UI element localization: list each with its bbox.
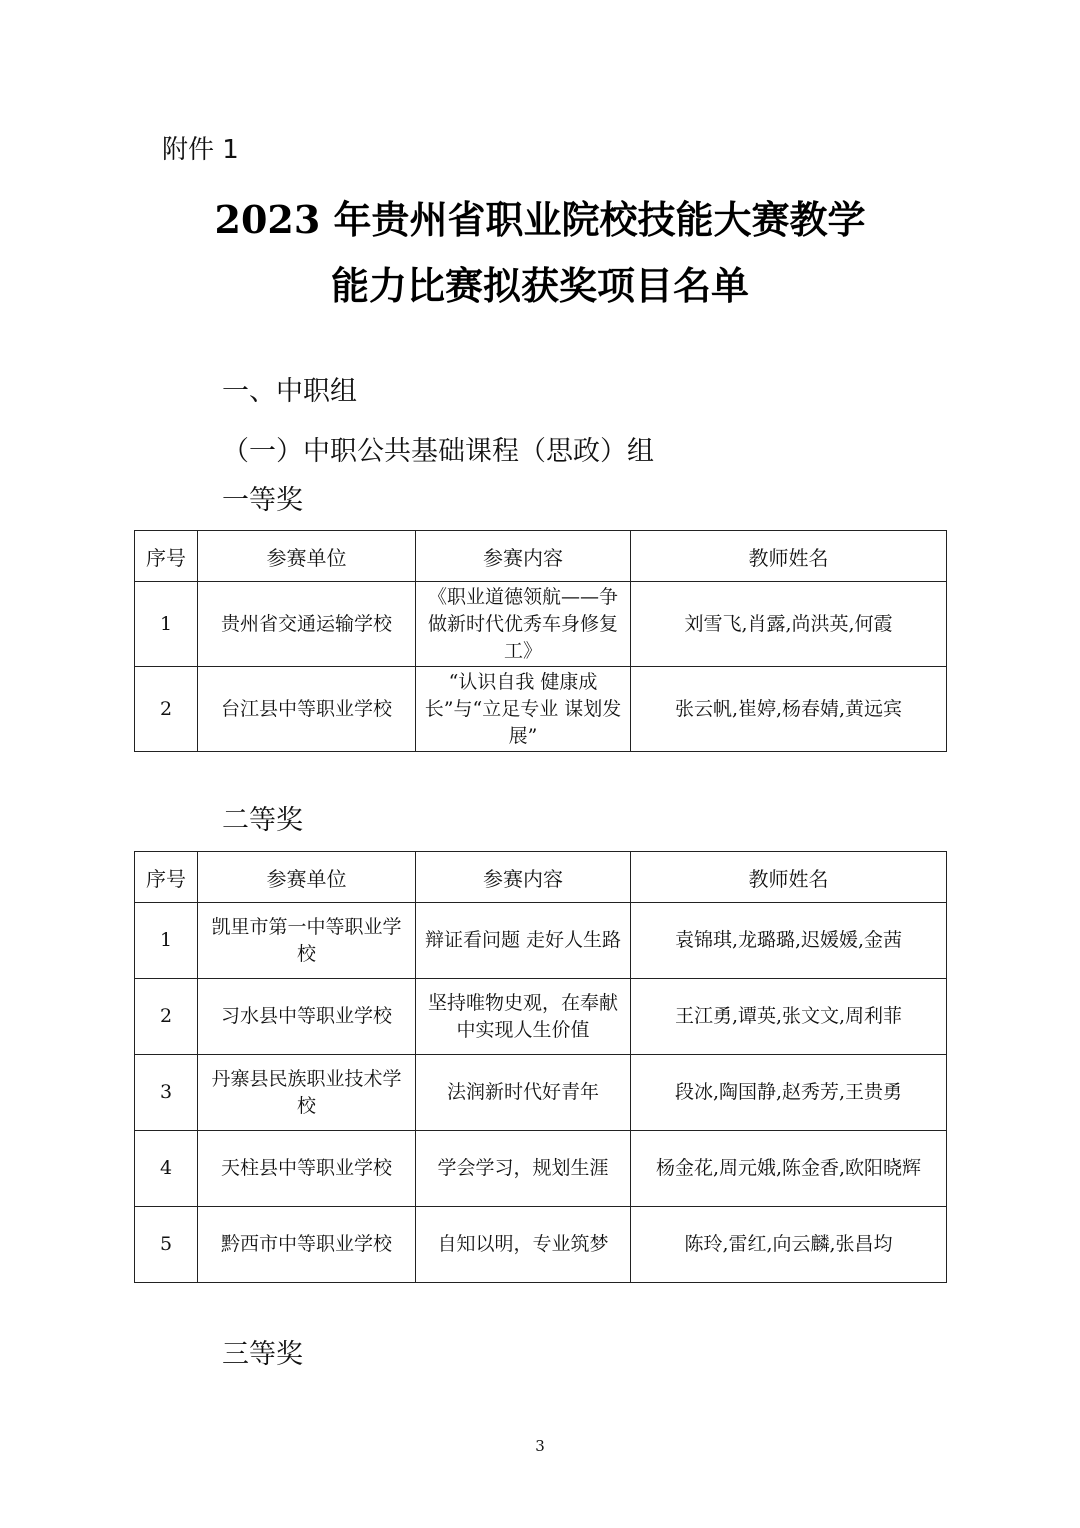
cell-unit: 黔西市中等职业学校 bbox=[198, 1207, 416, 1283]
cell-teachers: 袁锦琪,龙璐璐,迟媛媛,金茜 bbox=[631, 903, 947, 979]
cell-content: “认识自我 健康成长”与“立足专业 谋划发展” bbox=[416, 667, 631, 752]
cell-content: 辩证看问题 走好人生路 bbox=[416, 903, 631, 979]
header-teachers: 教师姓名 bbox=[631, 531, 947, 582]
table-header-row bbox=[135, 852, 947, 903]
table-row bbox=[135, 979, 947, 1055]
cell-content: 法润新时代好青年 bbox=[416, 1055, 631, 1131]
cell-teachers: 段冰,陶国静,赵秀芳,王贵勇 bbox=[631, 1055, 947, 1131]
table-row bbox=[135, 903, 947, 979]
cell-unit: 天柱县中等职业学校 bbox=[198, 1131, 416, 1207]
page-number: 3 bbox=[535, 1437, 545, 1455]
table-row bbox=[135, 667, 947, 752]
cell-teachers: 陈玲,雷红,向云麟,张昌均 bbox=[631, 1207, 947, 1283]
cell-content: 学会学习，规划生涯 bbox=[416, 1131, 631, 1207]
header-unit: 参赛单位 bbox=[198, 531, 416, 582]
first-prize-table bbox=[134, 530, 947, 752]
second-prize-table bbox=[134, 851, 947, 1283]
cell-content: 坚持唯物史观，在奉献中实现人生价值 bbox=[416, 979, 631, 1055]
cell-unit: 台江县中等职业学校 bbox=[198, 667, 416, 752]
cell-no: 2 bbox=[135, 979, 198, 1055]
header-no: 序号 bbox=[135, 852, 198, 903]
cell-no: 2 bbox=[135, 667, 198, 752]
third-prize-heading: 三等奖 bbox=[222, 1339, 303, 1370]
table-row bbox=[135, 582, 947, 667]
cell-content: 自知以明，专业筑梦 bbox=[416, 1207, 631, 1283]
table-row bbox=[135, 1207, 947, 1283]
cell-teachers: 杨金花,周元娥,陈金香,欧阳晓辉 bbox=[631, 1131, 947, 1207]
header-no: 序号 bbox=[135, 531, 198, 582]
section-heading: 一、中职组 bbox=[222, 376, 357, 407]
first-prize-heading: 一等奖 bbox=[222, 485, 303, 516]
table-row bbox=[135, 1131, 947, 1207]
cell-teachers: 刘雪飞,肖露,尚洪英,何霞 bbox=[631, 582, 947, 667]
cell-teachers: 张云帆,崔婷,杨春婧,黄远宾 bbox=[631, 667, 947, 752]
document-title-line-1: 2023 年贵州省职业院校技能大赛教学 bbox=[214, 197, 866, 242]
subsection-heading: （一）中职公共基础课程（思政）组 bbox=[222, 436, 654, 467]
document-title-line-2: 能力比赛拟获奖项目名单 bbox=[330, 263, 749, 308]
cell-teachers: 王江勇,谭英,张文文,周利菲 bbox=[631, 979, 947, 1055]
attachment-label: 附件 1 bbox=[162, 135, 239, 165]
second-prize-heading: 二等奖 bbox=[222, 805, 303, 836]
header-teachers: 教师姓名 bbox=[631, 852, 947, 903]
header-content: 参赛内容 bbox=[416, 852, 631, 903]
table-row bbox=[135, 1055, 947, 1131]
table-header-row bbox=[135, 531, 947, 582]
cell-unit: 凯里市第一中等职业学校 bbox=[198, 903, 416, 979]
cell-no: 1 bbox=[135, 582, 198, 667]
cell-unit: 丹寨县民族职业技术学校 bbox=[198, 1055, 416, 1131]
cell-content: 《职业道德领航——争做新时代优秀车身修复工》 bbox=[416, 582, 631, 667]
cell-no: 3 bbox=[135, 1055, 198, 1131]
header-unit: 参赛单位 bbox=[198, 852, 416, 903]
header-content: 参赛内容 bbox=[416, 531, 631, 582]
cell-no: 4 bbox=[135, 1131, 198, 1207]
cell-no: 5 bbox=[135, 1207, 198, 1283]
cell-unit: 贵州省交通运输学校 bbox=[198, 582, 416, 667]
cell-unit: 习水县中等职业学校 bbox=[198, 979, 416, 1055]
cell-no: 1 bbox=[135, 903, 198, 979]
